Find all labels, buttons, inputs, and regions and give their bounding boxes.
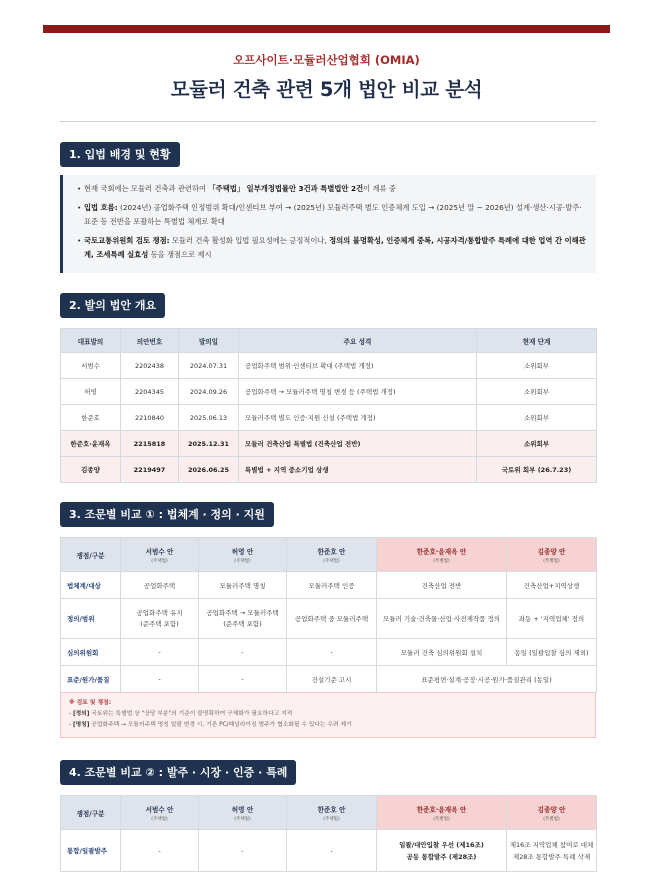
note-line: - [명칭] 공업화주택 → 모듈러주택 명칭 일괄 변경 시, 기존 PC/패널라이징 범주가 협소화될 수 있다는 우려 제기: [69, 722, 352, 728]
overview-header-cell: 의안번호: [121, 329, 179, 353]
bill-header-cell: 김종양 안 (특별법): [507, 796, 597, 830]
table-row: [61, 431, 597, 457]
section-heading-overview: 2. 발의 법안 개요: [60, 293, 165, 318]
compare-header-cell: 쟁점/구분: [61, 796, 121, 830]
bill-header-cell: 한준호 안 (주택법): [287, 796, 377, 830]
table-row: [61, 457, 597, 483]
category-cell: 정의/범위: [61, 599, 121, 639]
category-cell: 법체계/대상: [61, 572, 121, 599]
proposer-cell: 한준호·윤재옥: [61, 431, 121, 457]
bill-header-cell: 허영 안 (주택법): [199, 796, 287, 830]
compare-cell: 건축산업+지역상생: [507, 572, 597, 599]
compare-cell: -: [199, 666, 287, 693]
category-cell: 통합/일괄발주: [61, 830, 121, 872]
compare-cell: 공업화주택 → 모듈러주택 (준주택 포함): [199, 599, 287, 639]
date-cell: 2025.12.31: [179, 431, 239, 457]
compare-cell: -: [121, 639, 199, 666]
bill-number-cell: 2204345: [121, 379, 179, 405]
stage-cell: 국토위 회부 (26.7.23): [477, 457, 597, 483]
summary-cell: 공업화주택 범위·인센티브 확대 (주택법 개정): [239, 353, 477, 379]
table-row: [61, 666, 597, 693]
compare-cell: -: [121, 830, 199, 872]
compare-cell: 제16조 지역업체 참여로 대체 제28조 통합발주 특례 삭제: [507, 830, 597, 872]
summary-cell: 모듈러 건축산업 특별법 (건축산업 전반): [239, 431, 477, 457]
bill-header-cell: 김종양 안 (특별법): [507, 538, 597, 572]
stage-cell: 소위회부: [477, 353, 597, 379]
overview-header-cell: 현재 단계: [477, 329, 597, 353]
section-heading-compare-2: 4. 조문별 비교 ② : 발주 · 시장 · 인증 · 특례: [60, 760, 296, 785]
table-row: [61, 830, 597, 872]
date-cell: 2025.06.13: [179, 405, 239, 431]
category-cell: 심의위원회: [61, 639, 121, 666]
table-row: [61, 599, 597, 639]
proposer-cell: 한준호: [61, 405, 121, 431]
compare-header-cell: 쟁점/구분: [61, 538, 121, 572]
background-list: [60, 175, 596, 273]
bill-number-cell: 2202438: [121, 353, 179, 379]
section-heading-compare-1: 3. 조문별 비교 ① : 법체계 · 정의 · 지원: [60, 502, 274, 527]
compare-cell: 건축산업 전반: [377, 572, 507, 599]
category-cell: 표준/원가/품질: [61, 666, 121, 693]
compare-table-1: [60, 537, 597, 693]
bill-header-cell: 한준호·윤재옥 안 (특별법): [377, 796, 507, 830]
bill-header-cell: 서범수 안 (주택법): [121, 796, 199, 830]
date-cell: 2026.06.25: [179, 457, 239, 483]
compare-cell: 모듈러 건축 심의위원회 설치: [377, 639, 507, 666]
compare-cell: 모듈러 기술·건축물·산업·사전제작품 정의: [377, 599, 507, 639]
bill-number-cell: 2210840: [121, 405, 179, 431]
compare-cell: -: [287, 830, 377, 872]
compare-cell: 좌동 + '지역업체' 정의: [507, 599, 597, 639]
section-heading-background: 1. 입법 배경 및 현황: [60, 142, 180, 167]
overview-header-row: [61, 329, 597, 353]
bill-header-cell: 한준호·윤재옥 안 (특별법): [377, 538, 507, 572]
stage-cell: 소위회부: [477, 379, 597, 405]
compare-cell: -: [121, 666, 199, 693]
bill-header-cell: 허영 안 (주택법): [199, 538, 287, 572]
divider: [60, 121, 596, 122]
date-cell: 2024.07.31: [179, 353, 239, 379]
bill-number-cell: 2219497: [121, 457, 179, 483]
background-item: • 국토교통위원회 검토 쟁점: 모듈러 건축 활성화 입법 필요성에는 긍정적이나, 정의의 불명확성, 인증체계 중복, 시공자격/통합발주 특례에 대한 업역 간 이해관계, 조세특례 실효성 등을 쟁점으로 제시: [77, 234, 586, 262]
background-item: • 입법 흐름: (2024년) 공업화주택 인정범위 확대/인센티브 부여 → (2025년) 모듈러주택 별도 인증체계 도입 → (2025년 말 ~ 2026년) 설계·생산·시공·발주·표준 등 전반을 포괄하는 특별법 체계로 확대: [77, 201, 586, 229]
compare-cell: 동일 (일괄입찰 심의 제외): [507, 639, 597, 666]
proposer-cell: 김종양: [61, 457, 121, 483]
compare-table-2: [60, 795, 597, 872]
table-row: [61, 405, 597, 431]
bill-number-cell: 2215818: [121, 431, 179, 457]
table-row: [61, 379, 597, 405]
summary-cell: 공업화주택 → 모듈러주택 명칭 변경 등 (주택법 개정): [239, 379, 477, 405]
compare-cell: 공업화주택 중 모듈러주택: [287, 599, 377, 639]
compare-cell: 일괄/대안입찰 우선 (제16조) 공동 통합발주 (제28조): [377, 830, 507, 872]
compare-cell: 모듈러주택 명칭: [199, 572, 287, 599]
compare-cell: 공업화주택 유지 (준주택 포함): [121, 599, 199, 639]
summary-cell: 모듈러주택 별도 인증·지원 신설 (주택법 개정): [239, 405, 477, 431]
compare-cell: 공업화주택: [121, 572, 199, 599]
overview-table: [60, 328, 597, 483]
compare-cell: -: [199, 830, 287, 872]
compare-cell: 건설기준 고시: [287, 666, 377, 693]
table-row: [61, 639, 597, 666]
page-title: 모듈러 건축 관련 5개 법안 비교 분석: [170, 78, 483, 101]
table-row: [61, 572, 597, 599]
top-accent-bar: [43, 25, 610, 33]
summary-cell: 특별법 + 지역 중소기업 상생: [239, 457, 477, 483]
overview-header-cell: 대표발의: [61, 329, 121, 353]
compare-header-row: [61, 538, 597, 572]
bill-header-cell: 서범수 안 (주택법): [121, 538, 199, 572]
review-note: [60, 692, 596, 738]
date-cell: 2024.09.26: [179, 379, 239, 405]
table-row: [61, 353, 597, 379]
stage-cell: 소위회부: [477, 405, 597, 431]
compare-header-row: [61, 796, 597, 830]
compare-cell-merged: 표준평면·설계·공장·시공·원가·품질관리 (동일): [377, 666, 597, 693]
organization-name: 오프사이트·모듈러산업협회 (OMIA): [233, 53, 420, 67]
compare-cell: -: [287, 639, 377, 666]
background-item: • 현재 국회에는 모듈러 건축과 관련하여 「주택법」 일부개정법률안 3건과 특별법안 2건이 계류 중: [77, 182, 586, 196]
compare-cell: 모듈러주택 인증: [287, 572, 377, 599]
compare-cell: -: [199, 639, 287, 666]
proposer-cell: 서범수: [61, 353, 121, 379]
note-title: ※ 검토 및 쟁점:: [69, 700, 112, 706]
stage-cell: 소위회부: [477, 431, 597, 457]
bill-header-cell: 한준호 안 (주택법): [287, 538, 377, 572]
proposer-cell: 허영: [61, 379, 121, 405]
note-line: - [정의] 국토위는 특별법 상 "상당 부분"의 기준이 불명확하여 구체화가 필요하다고 지적: [69, 711, 293, 717]
overview-header-cell: 주요 성격: [239, 329, 477, 353]
overview-header-cell: 발의일: [179, 329, 239, 353]
